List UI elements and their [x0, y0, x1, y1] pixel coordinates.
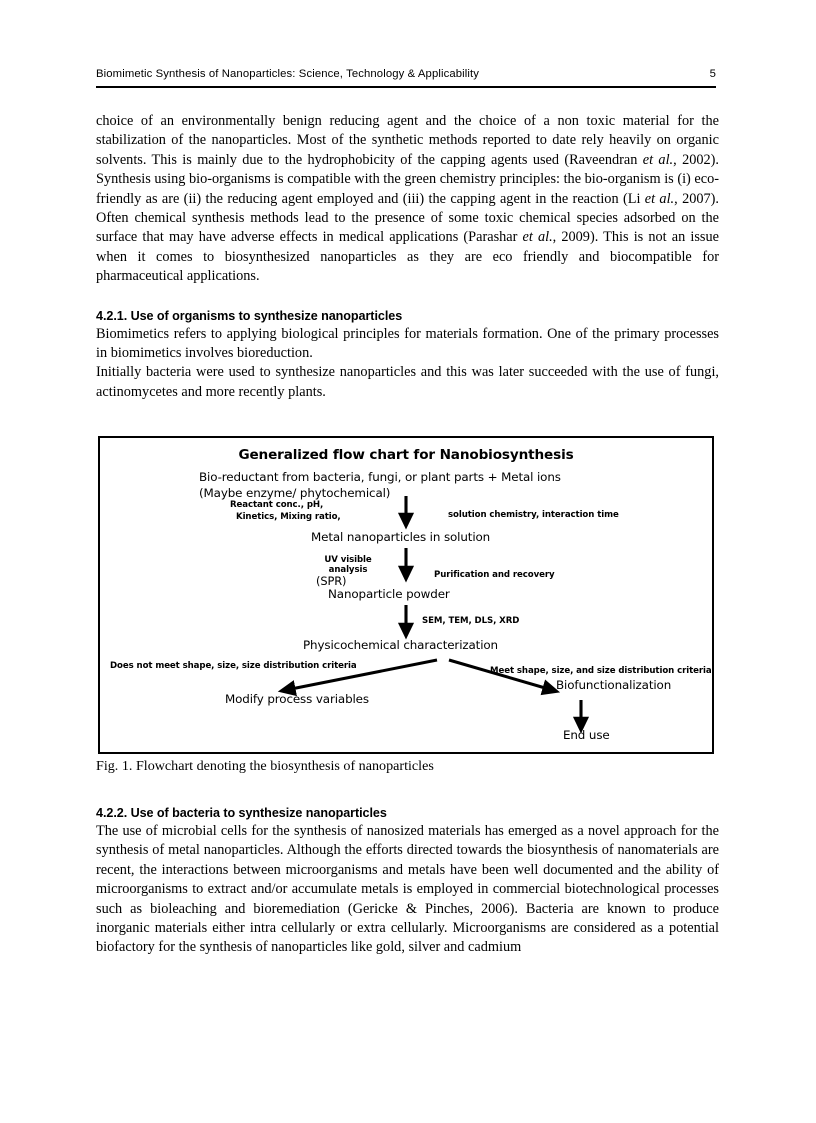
annotation-fail-criteria: Does not meet shape, size, size distribution criteria: [110, 661, 357, 671]
spacer-before-section-421: [96, 287, 719, 307]
citation-parashar-etal: et al.: [522, 229, 553, 246]
paragraph-intro-seg4: , 2009). This is not an issue when it comes to biosynthesized nanoparticles as they are eco friendly and biocompatible for pharmaceutical applications.: [96, 229, 719, 285]
section-heading-4-2-1: 4.2.1. Use of organisms to synthesize nanoparticles: [96, 308, 403, 323]
annotation-uv-analysis: analysis: [328, 565, 368, 575]
annotation-pass-criteria: Meet shape, size, and size distribution criteria: [490, 666, 712, 676]
body-content-lower: [96, 804, 719, 958]
annotation-purification-recovery: Purification and recovery: [434, 570, 555, 580]
header-rule: [96, 86, 716, 88]
paragraph-intro-seg2: , 2002). Synthesis using bio-organisms is compatible with the green chemistry principles: the bio-organism is (i) eco-friendly as are (ii) the reducing agent employed and (iii) the capping agent in the reaction (Li: [96, 151, 719, 207]
annotation-solution-chemistry: solution chemistry, interaction time: [448, 510, 619, 520]
flow-node-bioreductant-line2: (Maybe enzyme/ phytochemical): [199, 486, 391, 500]
paragraph-intro-seg1: choice of an environmentally benign reducing agent and the choice of a non toxic material for the stabilization of the nanoparticles. Most of the synthetic methods reported to date rely heavily on organic solvents. This is mainly due to the hydrophobicity of the capping agents used (Raveendran: [96, 113, 719, 168]
annotation-uv-visible: UV visible: [324, 555, 372, 565]
figure-flowchart: [98, 436, 714, 754]
citation-raveendran-etal: et al.: [642, 151, 674, 168]
section-heading-4-2-2: 4.2.2. Use of bacteria to synthesize nanoparticles: [96, 806, 387, 820]
flow-node-bioreductant-line1: Bio-reductant from bacteria, fungi, or plant parts + Metal ions: [199, 470, 561, 484]
paragraph-biomimetics: Biomimetics refers to applying biological principles for materials formation. One of the primary processes in biomimetics involves bioreduction.: [96, 325, 719, 362]
annotation-spr: (SPR): [316, 574, 347, 588]
annotation-kinetics-mixing: Kinetics, Mixing ratio,: [236, 512, 341, 522]
paragraph-initially-bacteria: Initially bacteria were used to synthesize nanoparticles and this was later succeeded with the use of fungi, actinomycetes and more recently plants.: [96, 364, 719, 400]
flow-node-biofunctionalization: Biofunctionalization: [556, 678, 672, 692]
paragraph-intro-seg3: , 2007). Often chemical synthesis methods lead to the presence of some toxic chemical species adsorbed on the surface that may have adverse effects in medical applications (Parashar: [96, 190, 719, 246]
flow-node-physicochemical-characterization: Physicochemical characterization: [303, 638, 498, 652]
running-head-title: Biomimetic Synthesis of Nanoparticles: Science, Technology & Applicability: [96, 68, 480, 80]
running-head: [96, 68, 716, 80]
annotation-reactant-conc: Reactant conc., pH,: [230, 500, 324, 510]
paragraph-intro: [96, 112, 719, 287]
flow-node-metal-nanoparticles-solution: Metal nanoparticles in solution: [311, 530, 491, 544]
figure-caption: Fig. 1. Flowchart denoting the biosynthesis of nanoparticles: [96, 758, 434, 774]
citation-li-etal: et al.: [644, 190, 675, 207]
paragraph-bacteria-synthesis: The use of microbial cells for the synthesis of nanosized materials has emerged as a novel approach for the synthesis of metal nanoparticles. Although the efforts directed towards the biosynthesis of nanomaterials are recent, the interactions between microorganisms and metals have been well documented and the ability of microorganisms to extract and/or accumulate metals is employed in commercial biotechnological processes such as bioleaching and bioremediation (Gericke & Pinches, 2006). Bacteria are known to produce inorganic materials either intra cellularly or extra cellularly. Microorganisms are considered as a potential biofactory for the synthesis of nanoparticles like gold, silver and cadmium: [96, 823, 719, 956]
page-number: 5: [709, 68, 716, 80]
flow-node-end-use: End use: [563, 728, 610, 742]
body-content-upper: [96, 112, 719, 402]
flow-node-nanoparticle-powder: Nanoparticle powder: [328, 587, 450, 601]
figure-title: Generalized flow chart for Nanobiosynthesis: [238, 447, 574, 463]
annotation-sem-tem-dls-xrd: SEM, TEM, DLS, XRD: [422, 616, 520, 626]
figure-inner: [100, 438, 712, 752]
flow-node-modify-process-variables: Modify process variables: [225, 692, 369, 706]
